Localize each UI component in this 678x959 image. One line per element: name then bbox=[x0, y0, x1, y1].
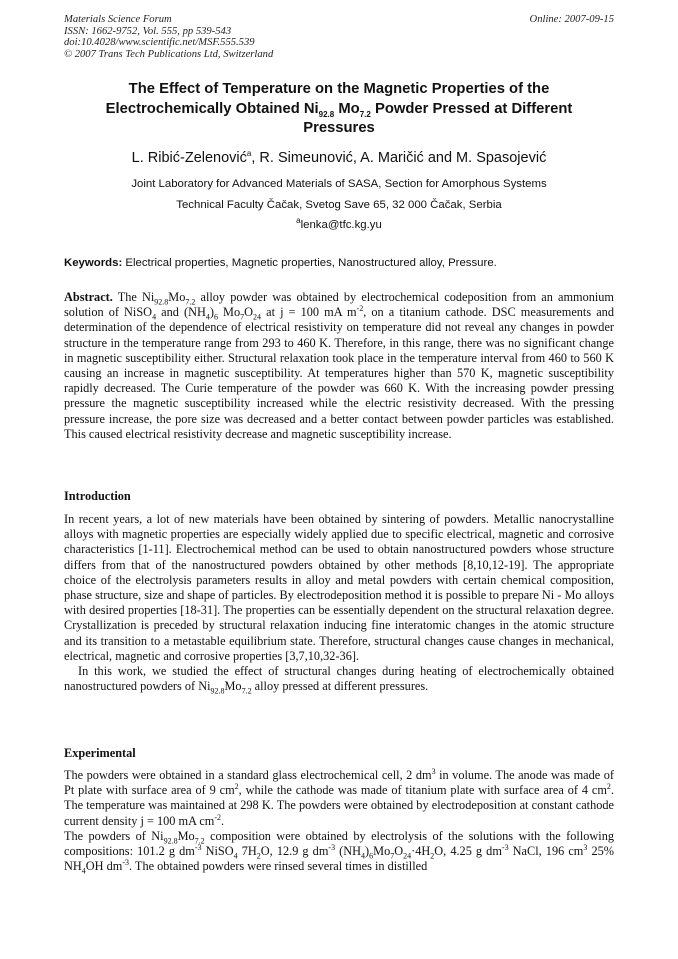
paragraph-text: OH dm bbox=[85, 859, 123, 874]
paragraph-text: (NH bbox=[335, 844, 362, 859]
experimental-heading: Experimental bbox=[64, 746, 136, 760]
journal-copyright: © 2007 Trans Tech Publications Ltd, Switzerland bbox=[64, 48, 274, 60]
abstract-text: O bbox=[244, 305, 254, 320]
superscript: -3 bbox=[122, 858, 129, 868]
journal-issn: ISSN: 1662-9752, Vol. 555, pp 539-543 bbox=[64, 25, 232, 37]
subscript: 6 bbox=[213, 312, 218, 322]
title-line-3: Pressures bbox=[303, 120, 375, 137]
paragraph-text: , while the cathode was made of titanium plate with surface area of 4 cm bbox=[238, 783, 607, 798]
superscript: -3 bbox=[328, 842, 336, 852]
subscript: 4 bbox=[205, 312, 210, 322]
paragraph-text: Mo bbox=[177, 828, 195, 843]
subscript: 4 bbox=[233, 851, 238, 861]
superscript: 3 bbox=[583, 842, 588, 852]
title-line-1: The Effect of Temperature on the Magnetic Properties of the bbox=[128, 81, 550, 97]
abstract-text: The Ni bbox=[112, 290, 155, 304]
experimental-paragraph-2 bbox=[64, 829, 614, 875]
title-ni-subscript: 92.8 bbox=[318, 109, 335, 119]
subscript: 2 bbox=[256, 851, 261, 861]
abstract-text: , on a titanium cathode. DSC measurements and determination of the dependence of electrical resistivity on temperature did not reveal any changes in powder structure in the temperature range from 293 to 460 K. Therefore, in this range, there was no significant change in magnetic susceptibility either. Structural relaxation took place in the temperature interval from 460 to 560 K causing an increase in magnetic susceptibility. At temperatures higher than 570 K, magnetic susceptibility rapidly decreased. The Curie temperature of the powder was 660 K. With the increasing powder pressing pressure the magnetic susceptibility increased while the electric resistivity decreased. With the pressing pressure increase, the pore size was decreased and a better contact between powder particles was established. This caused electrical resistivity decrease and magnetic susceptibility increase. bbox=[64, 305, 614, 441]
abstract bbox=[64, 290, 614, 442]
subscript: 7.2 bbox=[194, 836, 205, 846]
paragraph-text: . bbox=[221, 813, 225, 828]
paragraph-text: O, 12.9 g dm bbox=[260, 844, 329, 859]
abstract-text: at j = 100 mA m bbox=[261, 305, 357, 320]
subscript: 2 bbox=[430, 851, 435, 861]
paragraph-text: 7H bbox=[237, 844, 257, 859]
subscript: 4 bbox=[361, 851, 366, 861]
subscript: 92.8 bbox=[163, 836, 178, 846]
email-address: lenka@tfc.kg.yu bbox=[300, 219, 382, 231]
subscript: 6 bbox=[369, 851, 374, 861]
author-others: , R. Simeunović, A. Maričić and M. Spasojević bbox=[251, 150, 547, 166]
online-date: Online: 2007-09-15 bbox=[529, 14, 614, 25]
subscript: 92.8 bbox=[154, 297, 169, 307]
subscript: 4 bbox=[152, 312, 157, 322]
paragraph-text: ·4H bbox=[411, 844, 431, 859]
abstract-text: Mo bbox=[168, 290, 186, 304]
paragraph-text: NiSO bbox=[201, 844, 234, 859]
journal-header bbox=[64, 14, 273, 60]
introduction-heading: Introduction bbox=[64, 489, 131, 503]
subscript: 24 bbox=[253, 312, 262, 322]
paragraph-text: In this work, we studied the effect of structural changes during heating of electrochemically obtained nanostructured powders of Ni bbox=[64, 664, 614, 694]
abstract-label: Abstract. bbox=[64, 290, 113, 304]
abstract-text: ) bbox=[209, 305, 214, 320]
experimental-body bbox=[64, 768, 614, 874]
abstract-text: Mo bbox=[217, 305, 241, 320]
experimental-paragraph-1 bbox=[64, 768, 614, 829]
title-line-2-start: Electrochemically Obtained Ni bbox=[105, 100, 319, 117]
superscript: -3 bbox=[501, 842, 509, 852]
journal-doi: doi:10.4028/www.scientific.net/MSF.555.539 bbox=[64, 37, 255, 49]
title-mo-subscript: 7.2 bbox=[359, 109, 371, 119]
superscript: 3 bbox=[431, 766, 436, 776]
subscript: 4 bbox=[81, 866, 86, 876]
paragraph-text: NaCl, 196 cm bbox=[508, 844, 584, 859]
paragraph-text: The powders of Ni bbox=[64, 828, 164, 843]
superscript: -2 bbox=[356, 304, 364, 314]
keywords-label: Keywords: bbox=[64, 257, 123, 269]
superscript: -2 bbox=[214, 812, 222, 822]
introduction-paragraph-2 bbox=[64, 664, 614, 694]
paragraph-text: ) bbox=[365, 844, 370, 859]
abstract-text: alloy powder was obtained by electrochemical codeposition from an ammonium solution of NiSO bbox=[64, 290, 614, 320]
subscript: 92.8 bbox=[210, 686, 225, 696]
journal-name: Materials Science Forum bbox=[64, 14, 172, 25]
paragraph-text: . The obtained powders were rinsed several times in distilled bbox=[129, 859, 428, 874]
keywords-text: Electrical properties, Magnetic properties, Nanostructured alloy, Pressure. bbox=[122, 257, 497, 269]
title-mo: Mo bbox=[334, 100, 360, 117]
author-first: L. Ribić-Zelenović bbox=[131, 150, 247, 166]
paragraph-text: The powders were obtained in a standard glass electrochemical cell, 2 dm bbox=[64, 768, 432, 782]
paragraph-text: O bbox=[394, 844, 404, 859]
superscript: -3 bbox=[194, 842, 202, 852]
author-email bbox=[64, 218, 614, 232]
subscript: 7 bbox=[390, 851, 395, 861]
paragraph-text: composition were obtained by electrolysis of the solutions with the following compositions: 101.2 g dm bbox=[64, 828, 614, 859]
paragraph-text: Mo bbox=[224, 679, 242, 694]
abstract-text: and (NH bbox=[156, 305, 206, 320]
subscript: 7.2 bbox=[185, 297, 196, 307]
subscript: 7.2 bbox=[241, 686, 252, 696]
subscript: 7 bbox=[240, 312, 245, 322]
paragraph-text: Mo bbox=[373, 844, 391, 859]
paragraph-text: alloy pressed at different pressures. bbox=[251, 679, 429, 694]
paragraph-text: . The temperature was maintained at 298 K. The powders were obtained by electrodeposition at constant cathode current density j = 100 mA cm bbox=[64, 783, 614, 828]
paragraph-text: O, 4.25 g dm bbox=[434, 844, 502, 859]
superscript: 2 bbox=[234, 782, 239, 792]
email-mark: a bbox=[296, 216, 301, 226]
paragraph-text: 25% NH bbox=[64, 844, 615, 874]
superscript: 2 bbox=[606, 782, 611, 792]
author-list bbox=[64, 149, 614, 167]
introduction-paragraph-1: In recent years, a lot of new materials have been obtained by sintering of powders. Metallic nanocrystalline alloys with magnetic properties are especially widely applied due to specific electrical, magnetic and corrosive characteristics [1-11]. Electrochemical method can be used to obtain nanostructured powders whose structure differs from that of the nanostructured powders obtained by other methods [8,10,12-19]. The appropriate choice of the electrolysis parameters results in alloy and metal powders with certain chemical composition, phase structure, size and shape of particles. By electrodeposition method it is possible to prepare Ni - Mo alloys with desired properties [18-31]. The properties can be essentially dependent on the structural relaxation degree. Crystallization is preceded by structural relaxation inducing fine interatomic changes in the atomic structure and its transition to a metastable equilibrium state. Therefore, structural changes cause changes in mechanical, electrical, magnetic and corrosive properties [3,7,10,32-36]. bbox=[64, 512, 614, 663]
affiliation-line-2: Technical Faculty Čačak, Svetog Save 65, 32 000 Čačak, Serbia bbox=[176, 199, 502, 211]
subscript: 24 bbox=[403, 851, 412, 861]
introduction-body bbox=[64, 512, 614, 694]
keywords bbox=[64, 256, 624, 270]
author-affiliation-mark: a bbox=[246, 149, 252, 159]
title-line-2-end: Powder Pressed at Different bbox=[370, 100, 573, 117]
paper-title bbox=[70, 80, 608, 139]
paragraph-text: in volume. The anode was made of Pt plate with surface area of 9 cm bbox=[64, 768, 615, 798]
affiliation-line-1: Joint Laboratory for Advanced Materials of SASA, Section for Amorphous Systems bbox=[131, 178, 547, 190]
